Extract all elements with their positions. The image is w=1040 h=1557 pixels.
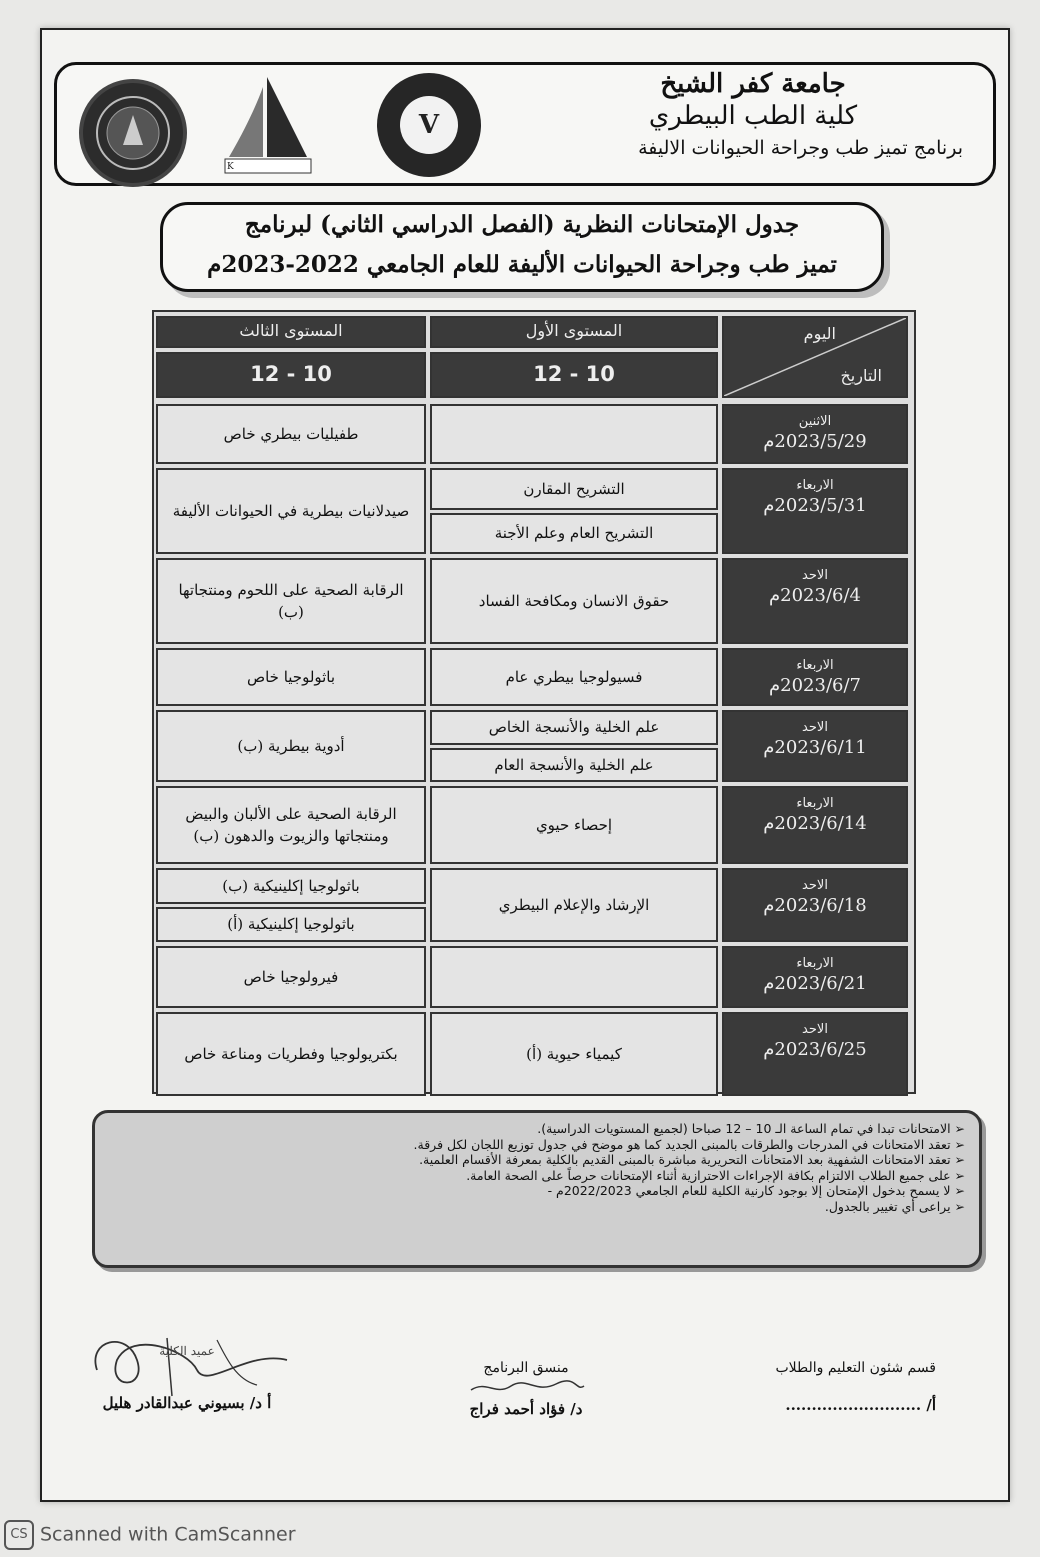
date-cell — [722, 468, 908, 554]
exam-date: 2023/6/25م — [763, 1039, 867, 1060]
level-1-subject: التشريح المقارن — [430, 468, 718, 510]
date-cell — [722, 710, 908, 782]
date-cell — [722, 1012, 908, 1096]
header — [54, 62, 996, 186]
level-1-time: 12 - 10 — [430, 352, 718, 398]
day-name: الاحد — [802, 568, 828, 583]
level-3-time: 12 - 10 — [156, 352, 426, 398]
dean-name: أ د/ بسيوني عبدالقادر هليل — [102, 1394, 272, 1412]
sail-icon — [215, 73, 315, 175]
program-name: برنامج تميز طب وجراحة الحيوانات الاليفة — [638, 137, 963, 159]
exam-date: 2023/6/11م — [763, 737, 867, 758]
title-line-2: تميز طب وجراحة الحيوانات الأليفة للعام الجامعي 2022-2023م — [207, 251, 837, 278]
note-item: ➢ لا يسمح بدخول الإمتحان إلا بوجود كارنية الكلية للعام الجامعي 2022/2023م - — [95, 1183, 965, 1199]
date-cell — [722, 868, 908, 942]
date-cell — [722, 558, 908, 644]
affairs-signature — [716, 1360, 936, 1414]
note-item: ➢ الامتحانات تبدا في تمام الساعة الـ 10 – 12 صباحا (لجميع المستويات الدراسية). — [95, 1121, 965, 1137]
date-cell — [722, 404, 908, 464]
level-3-subject: الرقابة الصحية على الألبان والبيض ومنتجاتها والزيوت والدهون (ب) — [156, 786, 426, 864]
exam-date: 2023/5/31م — [763, 495, 867, 516]
notes-list — [95, 1121, 965, 1214]
exam-date: 2023/6/18م — [763, 895, 867, 916]
faculty-name: كلية الطب البيطري — [648, 101, 858, 131]
university-name: جامعة كفر الشيخ — [660, 69, 846, 99]
level-3-subject: باثولوجيا إكلينيكية (أ) — [156, 907, 426, 943]
level-1-subject: إحصاء حيوي — [430, 786, 718, 864]
level-3-subject: بكتريولوجيا وفطريات ومناعة خاص — [156, 1012, 426, 1096]
page-title — [160, 202, 884, 292]
day-name: الاحد — [802, 720, 828, 735]
coordinator-signature — [426, 1360, 626, 1418]
level-1-header: المستوى الأول — [430, 316, 718, 348]
level-3-subject: باثولوجيا إكلينيكية (ب) — [156, 868, 426, 904]
exam-date: 2023/6/7م — [769, 675, 861, 696]
exam-schedule-table — [152, 310, 916, 1094]
svg-text:K: K — [227, 162, 234, 172]
affairs-name: أ/ .......................... — [785, 1396, 936, 1414]
level-1-subject: علم الخلية والأنسجة العام — [430, 748, 718, 783]
level-3-subject: صيدلانيات بيطرية في الحيوانات الأليفة — [156, 468, 426, 554]
dean-signature — [62, 1330, 312, 1412]
level-3-subject: باثولوجيا خاص — [156, 648, 426, 706]
exam-date: 2023/6/14م — [763, 813, 867, 834]
level-1-subject: فسيولوجيا بيطري عام — [430, 648, 718, 706]
coordinator-name: د/ فؤاد أحمد فراج — [469, 1400, 583, 1418]
day-name: الاحد — [802, 878, 828, 893]
title-line-1: جدول الإمتحانات النظرية (الفصل الدراسي الثاني) لبرنامج — [244, 211, 800, 238]
header-day-label: اليوم — [803, 324, 836, 343]
date-cell — [722, 946, 908, 1008]
coordinator-role: منسق البرنامج — [483, 1360, 569, 1376]
note-item: ➢ على جميع الطلاب الالتزام بكافة الإجراءات الاحترازية أثناء الإمتحانات حرصاً على الصحة العامة. — [95, 1168, 965, 1184]
document-page — [40, 28, 1010, 1502]
day-date-header — [722, 316, 908, 398]
date-cell — [722, 648, 908, 706]
level-1-subject: حقوق الانسان ومكافحة الفساد — [430, 558, 718, 644]
scanner-footer-text: Scanned with CamScanner — [40, 1523, 296, 1546]
note-item: ➢ تعقد الامتحانات الشفهية بعد الامتحانات التحريرية مباشرة بالمبنى القديم بالكلية بمعرفة الأقسام العلمية. — [95, 1152, 965, 1168]
day-name: الاثنين — [798, 414, 832, 429]
food-safety-logo — [377, 73, 481, 177]
exam-date: 2023/6/4م — [769, 585, 861, 606]
university-seal-logo — [79, 79, 187, 187]
vet-badge-icon: V — [377, 73, 481, 177]
level-3-header: المستوى الثالث — [156, 316, 426, 348]
dean-handwritten-signature-icon — [77, 1330, 297, 1400]
exam-notes — [92, 1110, 982, 1268]
level-3-subject: أدوية بيطرية (ب) — [156, 710, 426, 782]
affairs-role: قسم شئون التعليم والطلاب — [775, 1360, 936, 1376]
header-date-label: التاريخ — [840, 366, 882, 385]
day-name: الاربعاء — [796, 796, 834, 811]
level-3-subject: الرقابة الصحية على اللحوم ومنتجاتها (ب) — [156, 558, 426, 644]
level-1-subject — [430, 946, 718, 1008]
exam-date: 2023/5/29م — [763, 431, 867, 452]
note-item: ➢ تعقد الامتحانات في المدرجات والطرقات بالمبنى الجديد كما هو موضح في جدول توزيع اللجان لكل فرقة. — [95, 1137, 965, 1153]
level-1-subject: كيمياء حيوية (أ) — [430, 1012, 718, 1096]
level-1-subject — [430, 404, 718, 464]
level-1-subject: الإرشاد والإعلام البيطري — [430, 868, 718, 942]
dean-role: عميد الكلية — [159, 1344, 215, 1358]
coordinator-handwritten-signature-icon — [466, 1378, 586, 1398]
note-item: ➢ يراعى أي تغيير بالجدول. — [95, 1199, 965, 1215]
level-3-subject: فيرولوجيا خاص — [156, 946, 426, 1008]
day-name: الاحد — [802, 1022, 828, 1037]
level-1-subject: علم الخلية والأنسجة الخاص — [430, 710, 718, 745]
header-text — [543, 65, 963, 159]
kafrelsheikh-university-logo — [215, 73, 315, 179]
level-1-subject: التشريح العام وعلم الأجنة — [430, 513, 718, 555]
date-cell — [722, 786, 908, 864]
seal-icon — [79, 79, 187, 187]
camscanner-icon: CS — [4, 1520, 34, 1550]
scanner-footer — [4, 1520, 296, 1550]
level-3-subject: طفيليات بيطري خاص — [156, 404, 426, 464]
day-name: الاربعاء — [796, 658, 834, 673]
day-name: الاربعاء — [796, 956, 834, 971]
exam-date: 2023/6/21م — [763, 973, 867, 994]
day-name: الاربعاء — [796, 478, 834, 493]
